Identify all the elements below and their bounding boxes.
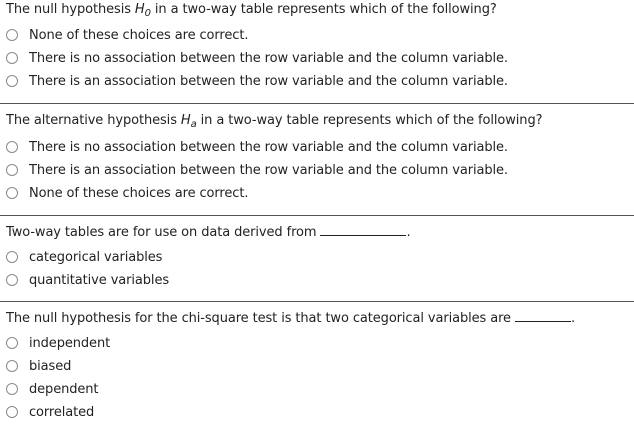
question-3-option-2[interactable] bbox=[6, 271, 169, 289]
question-2-option-2[interactable] bbox=[6, 161, 508, 179]
question-1-text: The null hypothesis $H_0$ in a two-way table represents which of the following? bbox=[6, 2, 497, 19]
question-4-text: The null hypothesis for the chi-square test is that two categorical variables are . bbox=[6, 311, 576, 326]
option-label: correlated bbox=[29, 404, 95, 420]
question-divider bbox=[0, 301, 634, 302]
question-1-option-1[interactable] bbox=[6, 26, 248, 44]
radio-button[interactable] bbox=[6, 251, 18, 263]
radio-button[interactable] bbox=[6, 406, 18, 418]
radio-button[interactable] bbox=[6, 337, 18, 349]
question-1-option-2[interactable] bbox=[6, 49, 508, 67]
option-label: There is an association between the row variable and the column variable. bbox=[29, 73, 508, 89]
option-label: dependent bbox=[29, 381, 99, 397]
question-2-text: The alternative hypothesis $H_a$ in a two-way table represents which of the following? bbox=[6, 113, 543, 130]
radio-button[interactable] bbox=[6, 29, 18, 41]
question-divider bbox=[0, 215, 634, 216]
question-2-option-1[interactable] bbox=[6, 138, 508, 156]
question-4-option-1[interactable] bbox=[6, 334, 110, 352]
radio-button[interactable] bbox=[6, 187, 18, 199]
option-label: quantitative variables bbox=[29, 272, 170, 288]
question-divider bbox=[0, 103, 634, 104]
radio-button[interactable] bbox=[6, 383, 18, 395]
option-label: There is no association between the row variable and the column variable. bbox=[29, 139, 508, 155]
hypothesis-symbol: $H_a$ bbox=[180, 113, 197, 130]
radio-button[interactable] bbox=[6, 274, 18, 286]
answer-blank bbox=[515, 320, 571, 322]
option-label: None of these choices are correct. bbox=[29, 27, 249, 43]
question-4-option-4[interactable] bbox=[6, 403, 94, 421]
option-label: biased bbox=[29, 358, 72, 374]
question-2-option-3[interactable] bbox=[6, 184, 248, 202]
radio-button[interactable] bbox=[6, 52, 18, 64]
answer-blank bbox=[320, 234, 406, 236]
option-label: independent bbox=[29, 335, 111, 351]
radio-button[interactable] bbox=[6, 141, 18, 153]
option-label: None of these choices are correct. bbox=[29, 185, 249, 201]
radio-button[interactable] bbox=[6, 164, 18, 176]
question-3-option-1[interactable] bbox=[6, 248, 162, 266]
radio-button[interactable] bbox=[6, 360, 18, 372]
option-label: There is no association between the row variable and the column variable. bbox=[29, 50, 508, 66]
question-1-option-3[interactable] bbox=[6, 72, 508, 90]
question-4-option-3[interactable] bbox=[6, 380, 98, 398]
hypothesis-symbol: $H_0$ bbox=[134, 2, 151, 19]
question-4-option-2[interactable] bbox=[6, 357, 71, 375]
option-label: There is an association between the row variable and the column variable. bbox=[29, 162, 508, 178]
radio-button[interactable] bbox=[6, 75, 18, 87]
question-3-text: Two-way tables are for use on data derived from . bbox=[6, 225, 411, 240]
option-label: categorical variables bbox=[29, 249, 163, 265]
